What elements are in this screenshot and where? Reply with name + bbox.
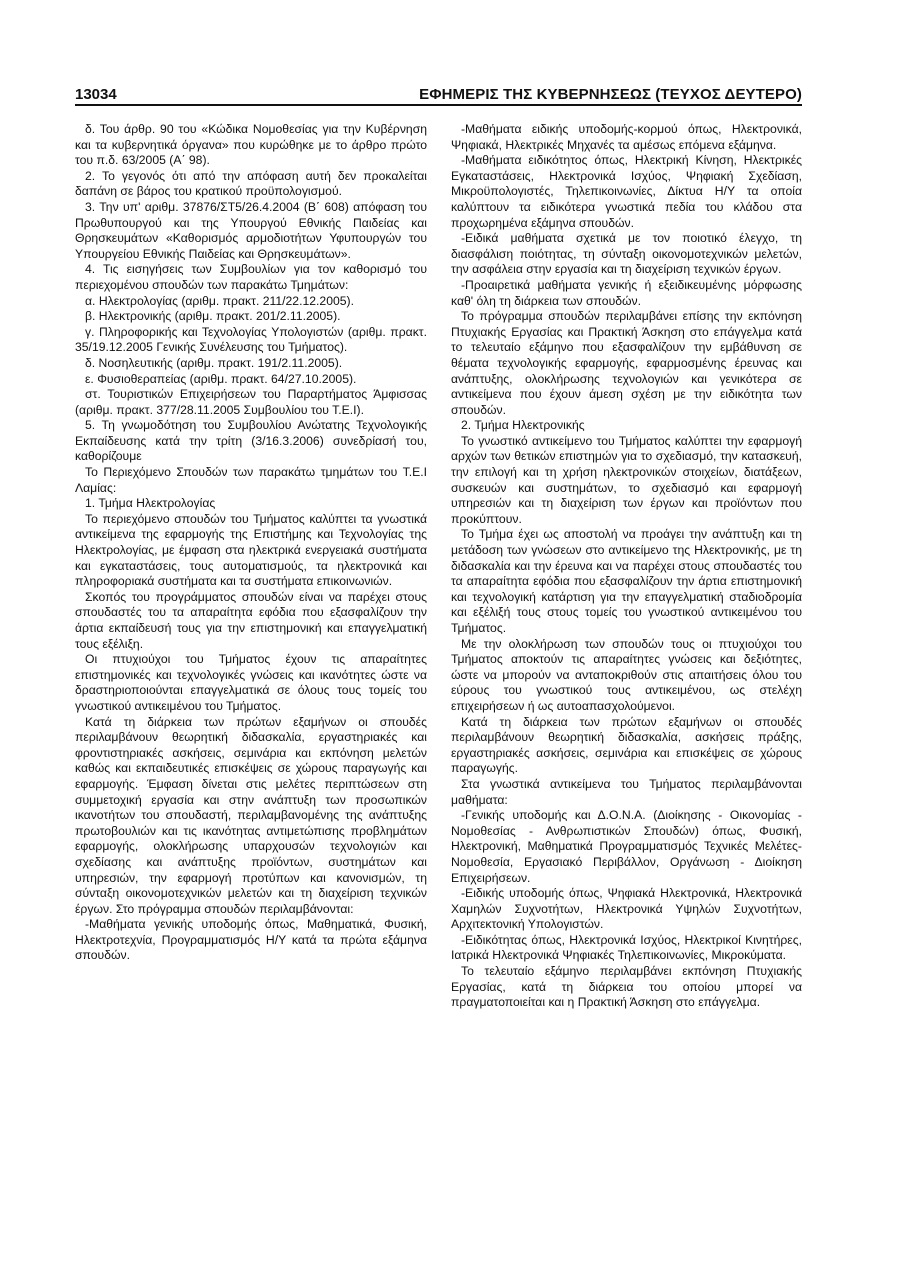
paragraph: Το γνωστικό αντικείμενο του Τμήματος καλύπτει την εφαρμογή αρχών των θετικών επιστημών για το σχεδιασμό, την κατασκευή, την επιλογή και τη χρήση ηλεκτρονικών στοιχείων, διατάξεων, συσκευών και συστημάτων, το σχεδιασμό και εφαρμογή υπηρεσιών και τη διαχείριση των έργων και προϊόντων που προκύπτουν.	[451, 433, 802, 526]
paragraph: -Ειδικότητας όπως, Ηλεκτρονικά Ισχύος, Ηλεκτρικοί Κινητήρες, Ιατρικά Ηλεκτρονικά Ψηφιακές Τηλεπικοινωνίες, Μικροκύματα.	[451, 932, 802, 963]
paragraph: Στα γνωστικά αντικείμενα του Τμήματος περιλαμβάνονται μαθήματα:	[451, 776, 802, 807]
paragraph: ε. Φυσιοθεραπείας (αριθμ. πρακτ. 64/27.10.2005).	[85, 371, 357, 386]
paragraph: 1. Τμήμα Ηλεκτρολογίας	[85, 496, 216, 511]
right-column	[451, 122, 802, 1011]
paragraph: 3. Την υπ' αριθμ. 37876/ΣΤ5/26.4.2004 (Β΄ 608) απόφαση του Πρωθυπουργού και της Υπουργού Εθνικής Παιδείας και Θρησκευμάτων «Καθορισμός αρμοδιοτήτων Υφυπουργών του Υπουργείου Εθνικής Παιδείας και Θρησκευμάτων».	[75, 199, 427, 261]
header-rule	[75, 104, 802, 106]
paragraph: 5. Τη γνωμοδότηση του Συμβουλίου Ανώτατης Τεχνολογικής Εκπαίδευσης κατά την τρίτη (3/16.3.2006) συνεδρίασή του, καθορίζουμε	[75, 418, 427, 464]
page-number: 13034	[75, 86, 117, 103]
paragraph: δ. Του άρθρ. 90 του «Κώδικα Νομοθεσίας για την Κυβέρνηση και τα κυβερνητικά όργανα» που κυρώθηκε με το άρθρο πρώτο του π.δ. 63/2005 (Α΄ 98).	[75, 122, 427, 168]
paragraph: στ. Τουριστικών Επιχειρήσεων του Παραρτήματος Άμφισσας (αριθμ. πρακτ. 377/28.11.2005 Συμβουλίου του Τ.Ε.Ι).	[75, 387, 427, 417]
paragraph: Κατά τη διάρκεια των πρώτων εξαμήνων οι σπουδές περιλαμβάνουν θεωρητική διδασκαλία, εργαστηριακές και φροντιστηριακές ασκήσεις, σεμινάρια και εκπόνηση μελετών καθώς και εκπαιδευτικές επισκέψεις σε χώρους παραγωγής και εφαρμογής. Έμφαση δίνεται στις μελέτες περιπτώσεων στη συμμετοχική εργασία και στην ανάπτυξη των προσωπικών ικανοτήτων του σπουδαστή, περιλαμβανομένης της ανάπτυξης πρωτοβουλιών και τις ικανότητας αντιμετώπισης προβλημάτων εφαρμογής, ολοκλήρωσης υπαρχουσών τεχνολογιών και σχεδίασης και ανάπτυξης προϊόντων, συστημάτων και υπηρεσιών, την εφαρμογή προτύπων και κανονισμών, τη σύνταξη οικονομοτεχνικών μελετών και τη διαχείριση τεχνικών έργων. Στο πρόγραμμα σπουδών περιλαμβάνονται:	[75, 714, 427, 916]
paragraph: -Μαθήματα γενικής υποδομής όπως, Μαθηματικά, Φυσική, Ηλεκτροτεχνία, Προγραμματισμός Η/Υ κατά τα πρώτα εξάμηνα σπουδών.	[75, 917, 427, 963]
left-column	[75, 122, 427, 964]
paragraph: Το Περιεχόμενο Σπουδών των παρακάτω τμημάτων του Τ.Ε.Ι Λαμίας:	[75, 465, 427, 495]
gazette-title: ΕΦΗΜΕΡΙΣ ΤΗΣ ΚΥΒΕΡΝΗΣΕΩΣ (ΤΕΥΧΟΣ ΔΕΥΤΕΡΟ)	[419, 86, 802, 103]
paragraph: Με την ολοκλήρωση των σπουδών τους οι πτυχιούχοι του Τμήματος αποκτούν τις απαραίτητες γνώσεις και δεξιότητες, ώστε να μπορούν να ανταποκριθούν στις απαιτήσεις όλου του εύρους του γνωστικού τους αντικειμένου, ως στελέχη επιχειρήσεων ή ως αυτοαπασχολούμενοι.	[451, 636, 802, 713]
paragraph: Κατά τη διάρκεια των πρώτων εξαμήνων οι σπουδές περιλαμβάνουν θεωρητική διδασκαλία, ασκήσεις πράξης, εργαστηριακές ασκήσεις, σεμινάρια και επισκέψεις σε χώρους παραγωγής.	[451, 714, 802, 776]
paragraph: 2. Το γεγονός ότι από την απόφαση αυτή δεν προκαλείται δαπάνη σε βάρος του κρατικού προϋπολογισμού.	[75, 168, 427, 199]
paragraph: β. Ηλεκτρονικής (αριθμ. πρακτ. 201/2.11.2005).	[85, 309, 341, 324]
paragraph: -Προαιρετικά μαθήματα γενικής ή εξειδικευμένης μόρφωσης καθ' όλη τη διάρκεια των σπουδών.	[451, 277, 802, 308]
paragraph: -Γενικής υποδομής και Δ.Ο.Ν.Α. (Διοίκησης - Οικονομίας - Νομοθεσίας - Ανθρωπιστικών Σπουδών) όπως, Φυσική, Ηλεκτρονική, Μαθηματικά Προγραμματισμός Τεχνικές Μελέτες- Νομοθεσία, Εργασιακό Περιβάλλον, Οργάνωση - Διοίκηση Επιχειρήσεων.	[451, 808, 802, 885]
paragraph: γ. Πληροφορικής και Τεχνολογίας Υπολογιστών (αριθμ. πρακτ. 35/19.12.2005 Γενικής Συνέλευσης του Τμήματος).	[75, 324, 427, 355]
paragraph: Το περιεχόμενο σπουδών του Τμήματος καλύπτει τα γνωστικά αντικείμενα της εφαρμογής της Επιστήμης και Τεχνολογίας της Ηλεκτρολογίας, με έμφαση στα ηλεκτρικά ενεργειακά συστήματα και εγκαταστάσεις, τους αυτοματισμούς, τα ηλεκτρονικά και πληροφοριακά συστήματα και τα συστήματα επικοινωνιών.	[75, 511, 427, 589]
page-header	[75, 84, 802, 106]
paragraph: -Ειδικά μαθήματα σχετικά με τον ποιοτικό έλεγχο, τη διασφάλιση ποιότητας, τη σύνταξη οικονομοτεχνικών μελετών, την ασφάλεια στην εργασία και τη διαχείριση τεχνικών έργων.	[451, 231, 802, 277]
paragraph: -Ειδικής υποδομής όπως, Ψηφιακά Ηλεκτρονικά, Ηλεκτρονικά Χαμηλών Συχνοτήτων, Ηλεκτρονικά Υψηλών Συχνοτήτων, Αρχιτεκτονική Υπολογιστών.	[451, 886, 802, 932]
paragraph: -Μαθήματα ειδικής υποδομής-κορμού όπως, Ηλεκτρονικά, Ψηφιακά, Ηλεκτρικές Μηχανές τα αμέσως επόμενα εξάμηνα.	[451, 122, 802, 152]
paragraph: Το τελευταίο εξάμηνο περιλαμβάνει εκπόνηση Πτυχιακής Εργασίας, κατά τη διάρκεια του οποίου μπορεί να πραγματοποιείται και η Πρακτική Άσκηση στο επάγγελμα.	[451, 964, 802, 1010]
paragraph: 2. Τμήμα Ηλεκτρονικής	[461, 418, 585, 433]
paragraph: δ. Νοσηλευτικής (αριθμ. πρακτ. 191/2.11.2005).	[85, 355, 343, 370]
paragraph: Οι πτυχιούχοι του Τμήματος έχουν τις απαραίτητες επιστημονικές και τεχνολογικές γνώσεις και ικανότητες ώστε να δραστηριοποιούνται επαγγελματικά σε όλους τους τομείς του γνωστικού αντικειμένου του Τμήματος.	[75, 652, 427, 713]
paragraph: Σκοπός του προγράμματος σπουδών είναι να παρέχει στους σπουδαστές του τα απαραίτητα εφόδια που εξασφαλίζουν την άρτια εκπαίδευσή τους για την επιστημονική και επαγγελματική τους εξέλιξη.	[75, 589, 427, 651]
paragraph: -Μαθήματα ειδικότητος όπως, Ηλεκτρική Κίνηση, Ηλεκτρικές Εγκαταστάσεις, Ηλεκτρονικά Ισχύος, Ψηφιακή Σχεδίαση, Μικροϋπολογιστές, Τηλεπικοινωνίες, Δίκτυα Η/Υ τα οποία καλύπτουν τα ειδικότερα γνωστικά πεδία του κλάδου στα προχωρημένα εξάμηνα σπουδών.	[451, 153, 802, 230]
paragraph: α. Ηλεκτρολογίας (αριθμ. πρακτ. 211/22.12.2005).	[85, 293, 354, 308]
paragraph: Το πρόγραμμα σπουδών περιλαμβάνει επίσης την εκπόνηση Πτυχιακής Εργασίας και Πρακτική Άσκηση στο επάγγελμα κατά το τελευταίο εξάμηνο που εξασφαλίζουν την εμβάθυνση σε θέματα τεχνολογικής εφαρμογής, εφαρμοσμένης έρευνας και ανάπτυξης, ολοκλήρωσης τεχνολογιών και γενικότερα σε αντικείμενα που έχουν άμεση σχέση με την ειδικότητα των σπουδών.	[451, 309, 802, 417]
paragraph: 4. Τις εισηγήσεις των Συμβουλίων για τον καθορισμό του περιεχομένου σπουδών των παρακάτω Τμημάτων:	[75, 262, 427, 292]
paragraph: Το Τμήμα έχει ως αποστολή να προάγει την ανάπτυξη και τη μετάδοση των γνώσεων στο αντικείμενο της Ηλεκτρονικής, με τη διδασκαλία και την έρευνα και να παρέχει στους σπουδαστές του τα απαραίτητα εφόδια που εξασφαλίζουν την άρτια επιστημονική και τεχνολογική κατάρτιση για την επαγγελματική σταδιοδρομία και εξέλιξή τους στους τομείς του γνωστικού αντικειμένου του Τμήματος.	[451, 527, 802, 635]
